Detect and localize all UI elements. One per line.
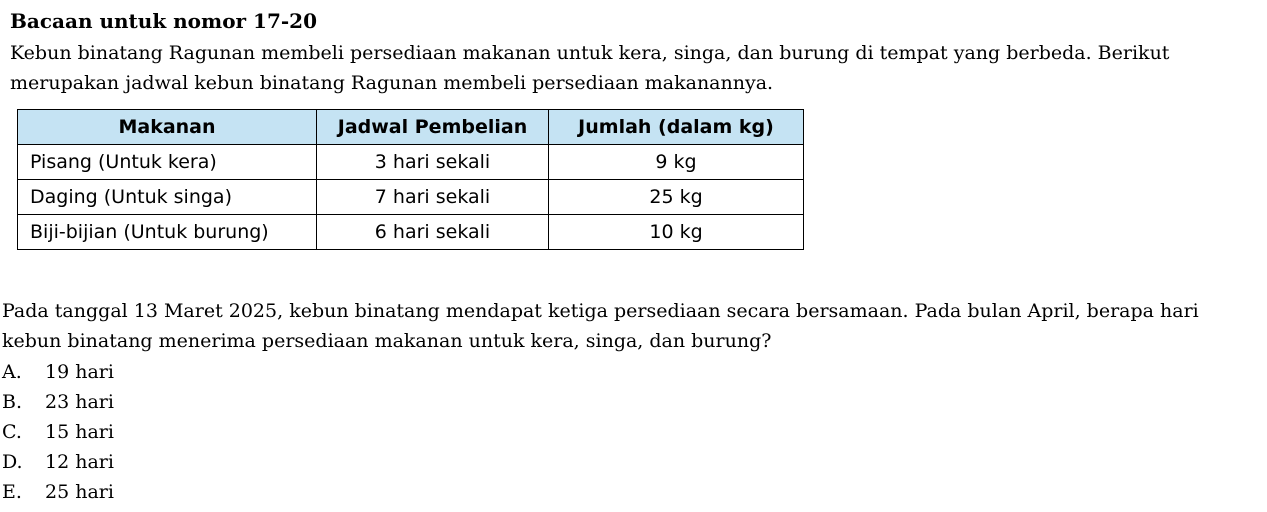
intro-paragraph — [10, 38, 1255, 98]
option-letter: A. — [2, 361, 22, 383]
intro-line: Kebun binatang Ragunan membeli persediaan makanan untuk kera, singa, dan burung di tempat yang berbeda. Berikut — [10, 42, 1170, 64]
cell-amount: 25 kg — [549, 180, 804, 215]
table-row — [18, 145, 804, 180]
option-e[interactable] — [2, 477, 114, 507]
cell-schedule: 6 hari sekali — [317, 215, 549, 250]
question-line: Pada tanggal 13 Maret 2025, kebun binatang mendapat ketiga persediaan secara bersamaan. Pada bulan April, berapa hari — [2, 300, 1199, 322]
option-letter: E. — [2, 481, 22, 503]
header-makanan: Makanan — [18, 110, 317, 145]
option-text: 15 hari — [45, 421, 114, 443]
cell-food: Daging (Untuk singa) — [18, 180, 317, 215]
option-a[interactable] — [2, 357, 114, 387]
option-text: 23 hari — [45, 391, 114, 413]
table-row — [18, 215, 804, 250]
header-jumlah: Jumlah (dalam kg) — [549, 110, 804, 145]
intro-line: merupakan jadwal kebun binatang Ragunan membeli persediaan makanannya. — [10, 72, 774, 94]
supply-schedule-table — [17, 109, 804, 250]
cell-food: Pisang (Untuk kera) — [18, 145, 317, 180]
cell-amount: 10 kg — [549, 215, 804, 250]
option-letter: B. — [2, 391, 23, 413]
option-text: 12 hari — [45, 451, 114, 473]
answer-options — [2, 357, 114, 507]
question-line: kebun binatang menerima persediaan makanan untuk kera, singa, dan burung? — [2, 330, 772, 352]
cell-food: Biji-bijian (Untuk burung) — [18, 215, 317, 250]
option-b[interactable] — [2, 387, 114, 417]
cell-schedule: 3 hari sekali — [317, 145, 549, 180]
option-letter: C. — [2, 421, 22, 443]
table-row — [18, 180, 804, 215]
option-d[interactable] — [2, 447, 114, 477]
header-jadwal: Jadwal Pembelian — [317, 110, 549, 145]
option-c[interactable] — [2, 417, 114, 447]
cell-amount: 9 kg — [549, 145, 804, 180]
table-header-row — [18, 110, 804, 145]
question-paragraph — [2, 296, 1262, 356]
option-letter: D. — [2, 451, 23, 473]
option-text: 19 hari — [45, 361, 114, 383]
option-text: 25 hari — [45, 481, 114, 503]
section-heading: Bacaan untuk nomor 17-20 — [10, 9, 317, 33]
cell-schedule: 7 hari sekali — [317, 180, 549, 215]
